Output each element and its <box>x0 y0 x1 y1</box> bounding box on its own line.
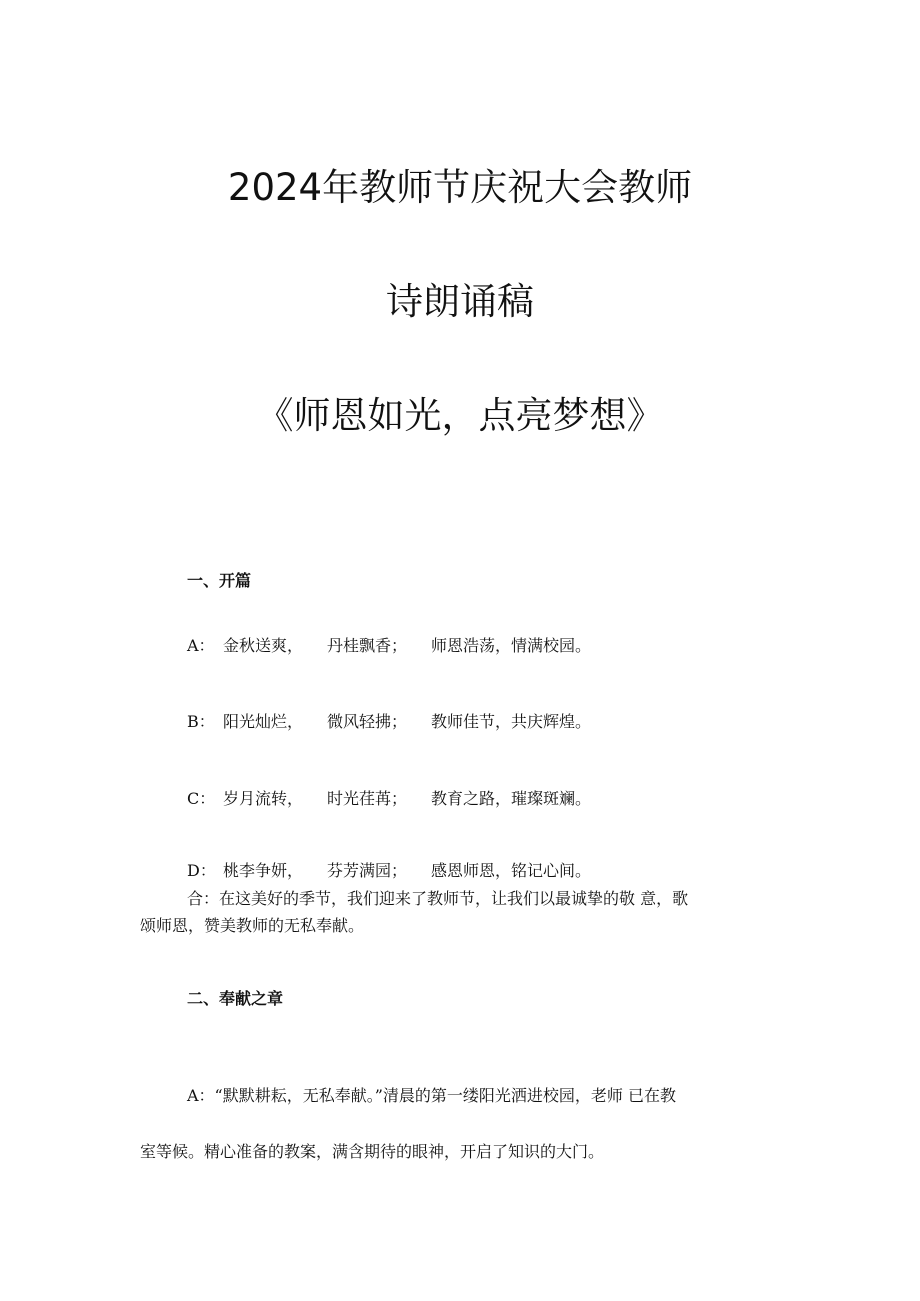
paragraph-line: 室等候。精心准备的教案，满含期待的眼神，开启了知识的大门。 <box>140 1142 605 1161</box>
verse-part: 师恩浩荡，情满校园。 <box>431 636 592 655</box>
chorus-line: 颂师恩，赞美教师的无私奉献。 <box>140 916 365 935</box>
speaker-label: D： <box>187 861 216 880</box>
verse-part: 时光荏苒； <box>327 789 408 808</box>
speaker-label: A： <box>187 636 215 655</box>
verse-part: 阳光灿烂， <box>223 712 304 731</box>
title-line-1: 2024年教师节庆祝大会教师 <box>227 166 693 209</box>
speaker-label: C： <box>187 789 216 808</box>
verse-line <box>187 635 591 657</box>
verse-part: 微风轻拂； <box>327 712 408 731</box>
section-heading-dedication: 二、奉献之章 <box>187 989 284 1008</box>
chorus-line: 合：在这美好的季节，我们迎来了教师节，让我们以最诚挚的敬 意，歌 <box>187 889 689 908</box>
verse-part: 桃李争妍， <box>223 861 304 880</box>
verse-part: 感恩师恩，铭记心间。 <box>431 861 592 880</box>
verse-line <box>187 860 591 882</box>
speaker-label: B： <box>187 712 215 731</box>
title-line-2: 诗朗诵稿 <box>386 280 534 323</box>
verse-part: 金秋送爽， <box>223 636 304 655</box>
verse-line <box>187 788 591 810</box>
verse-part: 芬芳满园； <box>327 861 408 880</box>
poem-title: 《师恩如光，点亮梦想》 <box>256 394 664 437</box>
verse-part: 岁月流转， <box>223 789 304 808</box>
dedication-paragraph <box>140 1068 790 1180</box>
verse-line <box>187 711 591 733</box>
verse-part: 教育之路，璀璨斑斓。 <box>431 789 592 808</box>
paragraph-line: A：“默默耕耘，无私奉献。”清晨的第一缕阳光洒进校园，老师 已在教 <box>187 1086 677 1105</box>
verse-part: 教师佳节，共庆辉煌。 <box>431 712 592 731</box>
chorus-paragraph <box>140 885 790 939</box>
verse-part: 丹桂飘香； <box>327 636 408 655</box>
section-heading-opening: 一、开篇 <box>187 571 252 590</box>
